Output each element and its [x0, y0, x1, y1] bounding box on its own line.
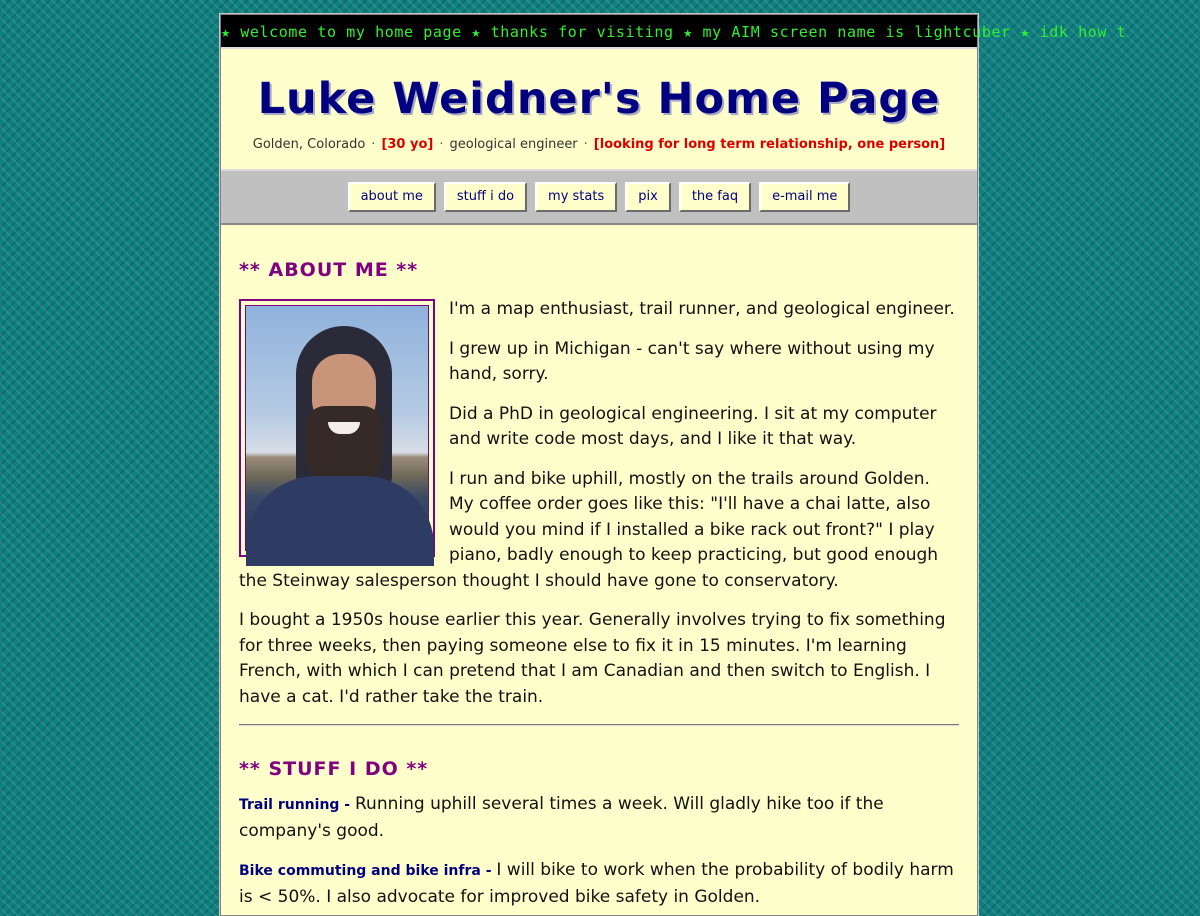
relationship-status-text: [looking for long term relationship, one person] [593, 137, 946, 152]
nav-stuff-i-do-button[interactable]: stuff i do [444, 182, 527, 212]
about-paragraph: I bought a 1950s house earlier this year. Generally involves trying to fix something for three weeks, then paying someone else to fix it in 15 minutes. I'm learning French, with which I can pretend that I am Canadian and then switch to English. I have a cat. I'd rather take the train. [239, 610, 946, 707]
profile-photo [245, 305, 429, 551]
nav-faq-button[interactable]: the faq [679, 182, 751, 212]
separator-dot: · [371, 137, 376, 152]
nav-pix-button[interactable]: pix [625, 182, 671, 212]
separator-dot: · [439, 137, 444, 152]
nav-bar [221, 169, 977, 225]
stuff-item-description: Running uphill several times a week. Will gladly hike too if the company's good. [239, 794, 884, 841]
stuff-item-description: I will bike to work when the probability of bodily harm is < 50%. I also advocate for improved bike safety in Golden. [239, 860, 954, 907]
about-paragraph: I run and bike uphill, mostly on the trails around Golden. My coffee order goes like this: "I'll have a chai latte, also would you mind if I installed a bike rack out front?" I play piano, badly enough to keep practicing, but good enough the Steinway salesperson thought I should have gone to conservatory. [239, 468, 939, 591]
stuff-section [239, 726, 959, 910]
marquee-text: ★ welcome to my home page ★ thanks for visiting ★ my AIM screen name is lightcuber ★ idk how t [221, 23, 1127, 41]
about-heading: ** ABOUT ME ** [239, 259, 419, 281]
stuff-item-separator: - [339, 797, 355, 813]
location-text: Golden, Colorado [252, 137, 366, 152]
stuff-item-separator: - [480, 863, 497, 879]
separator-dot: · [583, 137, 588, 152]
profile-photo-frame [239, 299, 435, 557]
about-section [239, 225, 959, 710]
page-title: Luke Weidner's Home Page [257, 74, 941, 124]
stuff-item [239, 858, 959, 910]
age-text: [30 yo] [381, 137, 434, 152]
nav-email-me-button[interactable]: e-mail me [759, 182, 850, 212]
main-content [221, 225, 977, 910]
nav-about-me-button[interactable]: about me [348, 182, 436, 212]
page-header [221, 49, 977, 169]
about-paragraph: Did a PhD in geological engineering. I sit at my computer and write code most days, and I like it that way. [449, 403, 937, 449]
stuff-item-term: Trail running [239, 797, 340, 813]
about-paragraph: I grew up in Michigan - can't say where without using my hand, sorry. [449, 338, 935, 384]
occupation-text: geological engineer [449, 137, 578, 152]
stuff-item-term: Bike commuting and bike infra [239, 863, 481, 879]
scrolling-marquee [221, 15, 1127, 49]
stuff-heading: ** STUFF I DO ** [239, 758, 429, 780]
stuff-item [239, 780, 959, 844]
page-container [220, 14, 1127, 916]
nav-my-stats-button[interactable]: my stats [535, 182, 617, 212]
header-info-line [221, 137, 977, 152]
about-paragraph: I'm a map enthusiast, trail runner, and geological engineer. [449, 299, 955, 319]
